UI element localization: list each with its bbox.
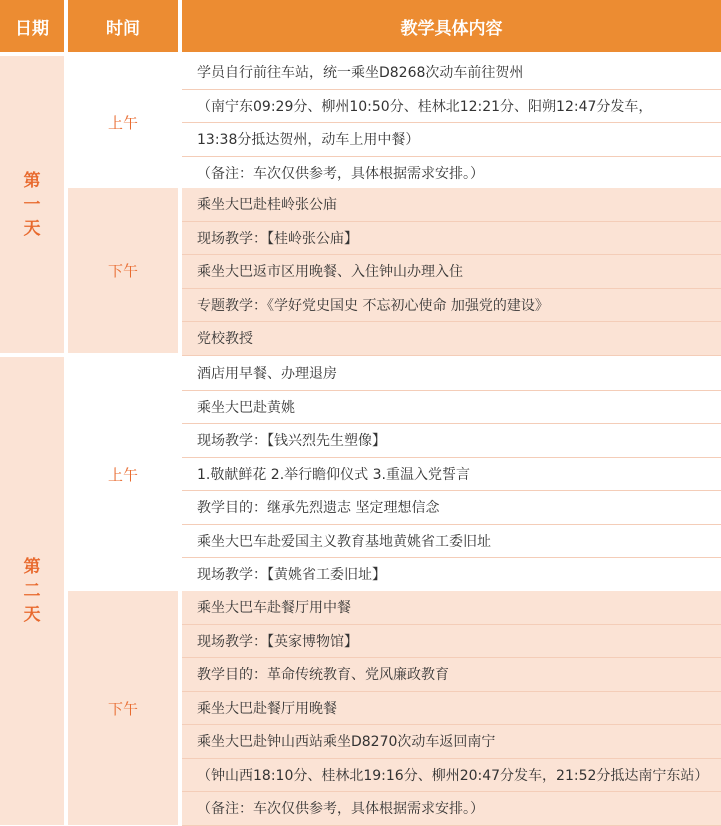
table-row: 酒店用早餐、办理退房 xyxy=(182,357,721,391)
day-1-pm-label: 下午 xyxy=(107,262,138,280)
table-row: 乘坐大巴车赴餐厅用中餐 xyxy=(182,591,721,625)
day-1-cell xyxy=(0,56,64,353)
day-2-cell xyxy=(0,357,64,825)
table-row: 乘坐大巴赴钟山西站乘坐D8270次动车返回南宁 xyxy=(182,725,721,759)
table-row: 教学目的：革命传统教育、党风廉政教育 xyxy=(182,658,721,692)
table-row: （备注：车次仅供参考，具体根据需求安排。） xyxy=(182,157,721,191)
day-1-pm-cell xyxy=(68,188,178,353)
header-time: 时间 xyxy=(68,0,178,52)
header-date: 日期 xyxy=(0,0,64,52)
table-row: 专题教学：《学好党史国史 不忘初心使命 加强党的建设》 xyxy=(182,289,721,323)
table-row: 乘坐大巴赴餐厅用晚餐 xyxy=(182,692,721,726)
table-row: 现场教学：【钱兴烈先生塑像】 xyxy=(182,424,721,458)
day-1-am-cell xyxy=(68,56,178,188)
day-2-am-label: 上午 xyxy=(107,465,138,484)
day-2-pm-label: 下午 xyxy=(107,699,138,718)
table-row: 学员自行前往车站，统一乘坐D8268次动车前往贺州 xyxy=(182,56,721,90)
day-1-am-rows xyxy=(182,56,721,190)
table-row: （钟山西18:10分、桂林北19:16分、柳州20:47分发车，21:52分抵达南宁东站） xyxy=(182,759,721,793)
day-1-label: 第一天 xyxy=(23,170,41,239)
table-row: 现场教学：【桂岭张公庙】 xyxy=(182,222,721,256)
header-content: 教学具体内容 xyxy=(182,0,721,52)
table-row: 乘坐大巴车赴爱国主义教育基地黄姚省工委旧址 xyxy=(182,525,721,559)
table-row: （南宁东09:29分、柳州10:50分、桂林北12:21分、阳朔12:47分发车， xyxy=(182,90,721,124)
table-row: 乘坐大巴赴桂岭张公庙 xyxy=(182,188,721,222)
table-row: 现场教学：【英家博物馆】 xyxy=(182,625,721,659)
table-row: 党校教授 xyxy=(182,322,721,356)
table-row: 现场教学：【黄姚省工委旧址】 xyxy=(182,558,721,592)
day-1-pm-rows xyxy=(182,188,721,356)
day-2-pm-cell xyxy=(68,591,178,825)
table-header xyxy=(0,0,721,52)
table-row: （备注：车次仅供参考，具体根据需求安排。） xyxy=(182,792,721,826)
table-row: 教学目的：继承先烈遗志 坚定理想信念 xyxy=(182,491,721,525)
day-2-pm-rows xyxy=(182,591,721,826)
table-row: 1.敬献鲜花 2.举行瞻仰仪式 3.重温入党誓言 xyxy=(182,458,721,492)
day-2-am-cell xyxy=(68,357,178,591)
table-row: 乘坐大巴赴黄姚 xyxy=(182,391,721,425)
day-2-label: 第二天 xyxy=(23,557,41,625)
table-row: 13:38分抵达贺州，动车上用中餐） xyxy=(182,123,721,157)
day-2-am-rows xyxy=(182,357,721,592)
day-1-am-label: 上午 xyxy=(107,113,138,132)
table-row: 乘坐大巴返市区用晚餐、入住钟山办理入住 xyxy=(182,255,721,289)
